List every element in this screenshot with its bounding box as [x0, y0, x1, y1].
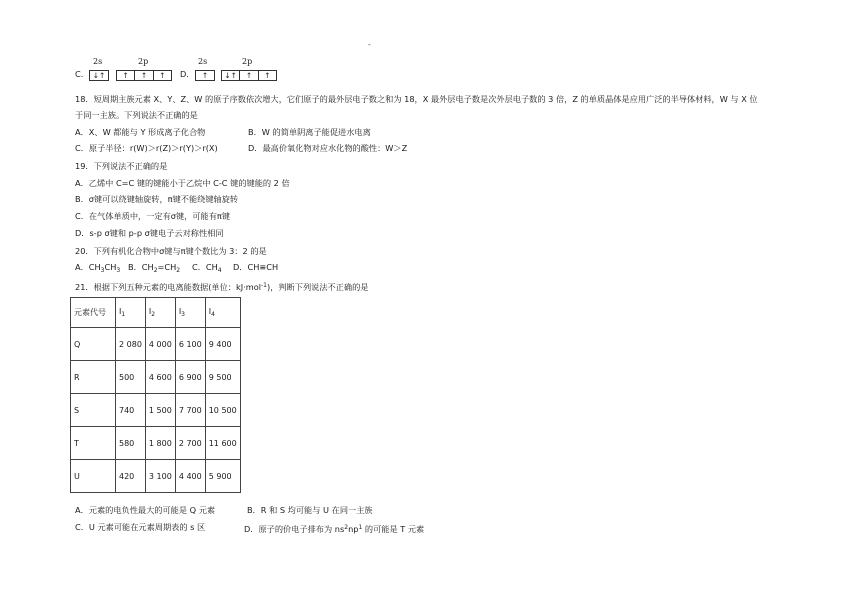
q21-d-text-c: 的可能是 T 元素 [362, 524, 425, 534]
table-cell: 580 [116, 427, 146, 460]
q17-d-2s-orbital [195, 70, 215, 81]
header-sub: 1 [121, 311, 126, 318]
q17-c-2s-orbital [89, 70, 109, 81]
table-cell: 2 080 [116, 328, 146, 361]
table-cell: Q [71, 328, 116, 361]
q21-stem-text-b: )，判断下列说法不正确的是 [267, 282, 369, 292]
q20-stem: 20．下列有机化合物中σ键与π键个数比为 3：2 的是 [75, 246, 267, 256]
table-header-row [71, 298, 241, 328]
table-cell: 9 500 [205, 361, 240, 394]
q20-option-a [75, 262, 120, 276]
table-row [71, 427, 241, 460]
table-cell: 4 600 [145, 361, 175, 394]
q20-b-mid: =CH [157, 262, 177, 272]
q18-option-c: C．原子半径：r(W)＞r(Z)＞r(Y)＞r(X) [75, 143, 218, 153]
q21-d-sup2: 1 [358, 524, 363, 531]
table-cell: 3 100 [145, 460, 175, 493]
q17-d-2p-label: 2p [242, 57, 253, 66]
orbital-cell: ↑ [240, 71, 258, 80]
table-cell: 1 500 [145, 394, 175, 427]
q18-option-a: A．X、W 都能与 Y 形成离子化合物 [75, 127, 206, 137]
q20-option-d: D．CH≡CH [233, 262, 279, 272]
q20-a-mid: CH [104, 262, 117, 272]
q19-option-a: A．乙烯中 C=C 键的键能小于乙烷中 C-C 键的键能的 2 倍 [75, 178, 290, 188]
q17-option-c-label: C. [75, 69, 84, 79]
q20-c-text: C．CH [192, 262, 218, 272]
table-cell: 6 100 [175, 328, 205, 361]
q19-option-c: C．在气体单质中，一定有σ键，可能有π键 [75, 211, 231, 221]
header-sub: 4 [211, 311, 215, 318]
q20-c-sub: 4 [217, 267, 222, 274]
q18-option-b: B．W 的简单阴离子能促进水电离 [248, 127, 371, 137]
q21-stem-sup: -1 [261, 282, 267, 289]
ionization-energy-table [70, 297, 241, 493]
table-cell: 6 900 [175, 361, 205, 394]
table-header-cell [145, 298, 175, 328]
table-cell: 5 900 [205, 460, 240, 493]
table-cell: R [71, 361, 116, 394]
table-row [71, 361, 241, 394]
table-header-cell [116, 298, 146, 328]
q21-option-a: A．元素的电负性最大的可能是 Q 元素 [75, 505, 216, 515]
table-header-cell [205, 298, 240, 328]
q20-b-text: B．CH [128, 262, 154, 272]
q20-a-sub2: 3 [116, 267, 121, 274]
table-cell: 4 400 [175, 460, 205, 493]
q17-c-2p-label: 2p [138, 57, 149, 66]
header-text: I [178, 307, 182, 316]
table-row [71, 328, 241, 361]
q18-stem-line-2: 于同一主族。下列说法不正确的是 [75, 110, 198, 120]
q17-c-2p-orbital [116, 70, 172, 81]
table-cell: 500 [116, 361, 146, 394]
header-text: I [148, 307, 152, 316]
table-cell: U [71, 460, 116, 493]
q20-a-text: A．CH [75, 262, 101, 272]
orbital-cell: ↓↑ [92, 71, 106, 80]
header-text: I [119, 307, 122, 316]
q17-c-2s-label: 2s [93, 57, 103, 66]
q21-d-text-a: D．原子的价电子排布为 ns [244, 524, 345, 534]
q20-b-sub1: 2 [153, 267, 158, 274]
orbital-cell: ↑ [135, 71, 153, 80]
q21-option-b: B．R 和 S 均可能与 U 在同一主族 [247, 505, 373, 515]
table-cell: 11 600 [205, 427, 240, 460]
q19-option-b: B．σ键可以绕键轴旋转，π键不能绕键轴旋转 [75, 194, 239, 204]
q20-a-sub1: 3 [100, 267, 105, 274]
table-cell: 4 000 [145, 328, 175, 361]
table-cell: 7 700 [175, 394, 205, 427]
header-text: I [208, 307, 212, 316]
table-cell: T [71, 427, 116, 460]
q18-option-d: D．最高价氧化物对应水化物的酸性：W＞Z [248, 143, 408, 153]
table-row [71, 460, 241, 493]
q17-option-d-label: D. [180, 69, 189, 79]
table-row [71, 394, 241, 427]
orbital-cell: ↓↑ [222, 71, 240, 80]
table-cell: S [71, 394, 116, 427]
q19-stem: 19．下列说法不正确的是 [75, 161, 168, 171]
orbital-cell: ↑ [159, 71, 166, 80]
table-cell: 2 700 [175, 427, 205, 460]
table-header-cell: 元素代号 [71, 298, 116, 328]
orbital-cell: ↑ [201, 71, 209, 80]
q21-d-text-b: np [348, 524, 359, 534]
header-mark: - [368, 40, 371, 49]
q21-stem-text-a: 21．根据下列五种元素的电离能数据(单位：kJ·mol [75, 282, 262, 292]
header-sub: 3 [181, 311, 185, 318]
table-cell: 740 [116, 394, 146, 427]
q20-option-c [192, 262, 222, 276]
q18-stem-line-1: 18．短周期主族元素 X、Y、Z、W 的原子序数依次增大，它们原子的最外层电子数之和为 18，X 最外层电子数是次外层电子数的 3 倍，Z 的单质晶体是应用广泛的半导体材料，W 与 X 位 [75, 94, 758, 104]
table-cell: 420 [116, 460, 146, 493]
table-header-cell [175, 298, 205, 328]
header-sub: 2 [151, 311, 156, 318]
orbital-cell: ↑ [264, 71, 271, 80]
q17-d-2p-orbital [221, 70, 277, 81]
q21-d-sup1: 2 [344, 524, 349, 531]
q21-option-d [244, 522, 424, 535]
q20-option-b [128, 262, 180, 276]
table-cell: 9 400 [205, 328, 240, 361]
orbital-cell: ↑ [117, 71, 135, 80]
q17-d-2s-label: 2s [198, 57, 208, 66]
q21-stem [75, 280, 368, 293]
table-cell: 1 800 [145, 427, 175, 460]
table-cell: 10 500 [205, 394, 240, 427]
q19-option-d: D．s-p σ键和 p-p σ键电子云对称性相同 [75, 228, 224, 238]
q21-option-c: C．U 元素可能在元素周期表的 s 区 [75, 522, 206, 532]
q20-b-sub2: 2 [176, 267, 181, 274]
